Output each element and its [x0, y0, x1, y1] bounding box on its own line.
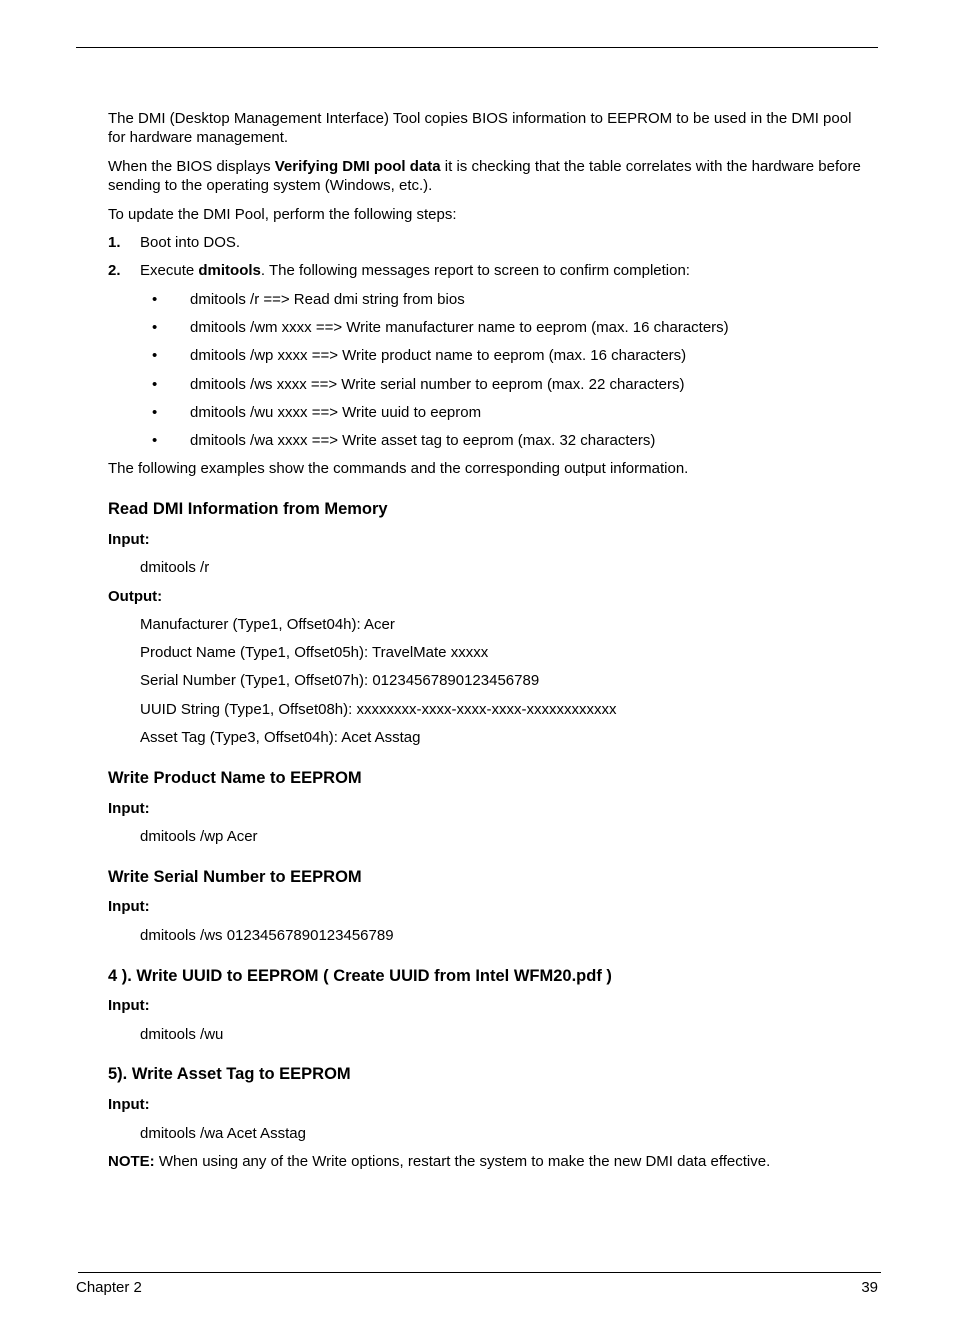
step-number: 2. [108, 262, 121, 279]
step-number: 1. [108, 234, 121, 251]
bullet-mark: • [152, 291, 158, 308]
bullet-text: dmitools /wu xxxx ==> Write uuid to eeprom [190, 404, 482, 421]
footer-page-number: 39 [861, 1279, 878, 1296]
command-text: dmitools /r [140, 559, 210, 576]
bullet-text: dmitools /wa xxxx ==> Write asset tag to eeprom (max. 32 characters) [190, 432, 656, 449]
step-1 [108, 233, 873, 252]
footer-chapter: Chapter 2 [76, 1279, 142, 1296]
step-text: Boot into DOS. [140, 234, 241, 251]
label-text: Input: [108, 800, 150, 817]
intro-paragraph: The DMI (Desktop Management Interface) Tool copies BIOS information to EEPROM to be used in the DMI pool for hardware management. [108, 110, 852, 146]
output-line: UUID String (Type1, Offset08h): xxxxxxxx-xxxx-xxxx-xxxx-xxxxxxxxxxxx [140, 701, 617, 718]
label-text: Input: [108, 1096, 150, 1113]
section-heading-serial: Write Serial Number to EEPROM [108, 868, 362, 886]
input-label [108, 996, 873, 1015]
footer-rule [78, 1272, 881, 1273]
output-line: Asset Tag (Type3, Offset04h): Acet Asstag [140, 729, 421, 746]
label-text: Input: [108, 898, 150, 915]
input-label [108, 530, 873, 549]
input-label [108, 1095, 873, 1114]
bullet-mark: • [152, 347, 158, 364]
bullet-text: dmitools /wp xxxx ==> Write product name to eeprom (max. 16 characters) [190, 347, 687, 364]
bullet-text: dmitools /wm xxxx ==> Write manufacturer name to eeprom (max. 16 characters) [190, 319, 729, 336]
bullet-text: dmitools /r ==> Read dmi string from bios [190, 291, 465, 308]
step-2 [108, 261, 873, 280]
section-heading-read: Read DMI Information from Memory [108, 500, 388, 518]
label-text: Input: [108, 997, 150, 1014]
output-label [108, 587, 873, 606]
command-text: dmitools /wu [140, 1026, 224, 1043]
command-text: dmitools /wp Acer [140, 828, 258, 845]
section-heading-uuid: 4 ). Write UUID to EEPROM ( Create UUID from Intel WFM20.pdf ) [108, 967, 612, 985]
steps-intro: To update the DMI Pool, perform the following steps: [108, 206, 457, 223]
note-label: NOTE: [108, 1153, 155, 1170]
bullet-mark: • [152, 319, 158, 336]
bullet-mark: • [152, 432, 158, 449]
bullet-mark: • [152, 404, 158, 421]
output-line: Product Name (Type1, Offset05h): TravelMate xxxxx [140, 644, 489, 661]
header-rule [76, 47, 878, 48]
section-heading-asset: 5). Write Asset Tag to EEPROM [108, 1065, 351, 1083]
output-line: Manufacturer (Type1, Offset04h): Acer [140, 616, 395, 633]
text-run: . The following messages report to screen to confirm completion: [260, 262, 690, 279]
input-label [108, 799, 873, 818]
text-run: When the BIOS displays [108, 158, 275, 175]
note-text: When using any of the Write options, restart the system to make the new DMI data effective. [154, 1153, 771, 1170]
input-label [108, 897, 873, 916]
examples-intro: The following examples show the commands and the corresponding output information. [108, 460, 689, 477]
note [108, 1152, 873, 1171]
step-text [140, 261, 690, 280]
bullet-mark: • [152, 376, 158, 393]
bullet-text: dmitools /ws xxxx ==> Write serial number to eeprom (max. 22 characters) [190, 376, 685, 393]
label-text: Output: [108, 588, 163, 605]
verifying-paragraph [108, 157, 873, 195]
bold-term: Verifying DMI pool data [274, 158, 441, 175]
text-run: Execute [140, 262, 199, 279]
bold-term: dmitools [198, 262, 261, 279]
section-heading-product: Write Product Name to EEPROM [108, 769, 362, 787]
output-line: Serial Number (Type1, Offset07h): 01234567890123456789 [140, 672, 540, 689]
command-text: dmitools /wa Acet Asstag [140, 1125, 306, 1142]
text-run: it is checking that the table correlates with the hardware before sending to the operating system (Windows, etc.). [108, 158, 861, 194]
label-text: Input: [108, 531, 150, 548]
command-text: dmitools /ws 01234567890123456789 [140, 927, 394, 944]
